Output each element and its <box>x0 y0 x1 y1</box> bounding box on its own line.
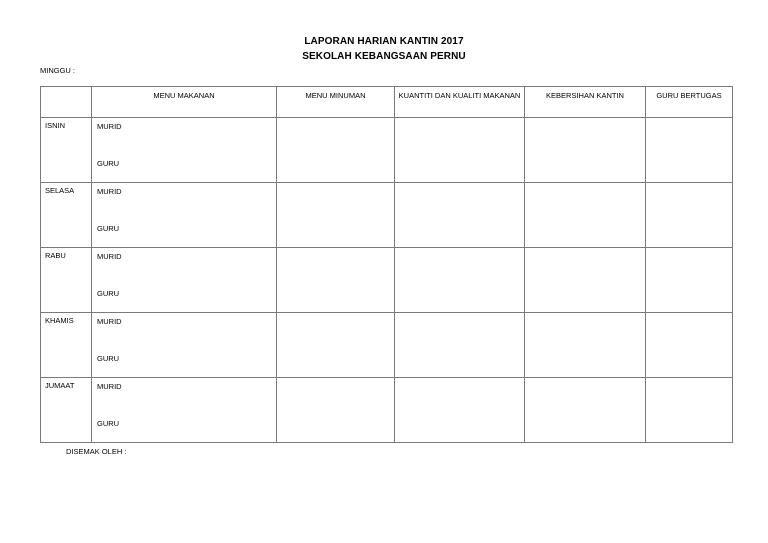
guru-bertugas-cell[interactable] <box>646 313 733 378</box>
murid-label: MURID <box>97 317 122 326</box>
menu-minuman-cell[interactable] <box>277 313 395 378</box>
column-header-day <box>41 87 92 118</box>
kuantiti-kualiti-cell[interactable] <box>395 313 525 378</box>
day-label: JUMAAT <box>41 378 92 443</box>
kebersihan-cell[interactable] <box>525 248 646 313</box>
table-row <box>41 118 733 183</box>
minggu-label: MINGGU : <box>40 66 75 75</box>
menu-minuman-cell[interactable] <box>277 118 395 183</box>
guru-label: GURU <box>97 159 120 168</box>
menu-makanan-cell[interactable] <box>92 313 277 378</box>
canteen-report-table <box>40 86 733 443</box>
day-label: RABU <box>41 248 92 313</box>
guru-bertugas-cell[interactable] <box>646 248 733 313</box>
murid-label: MURID <box>97 252 122 261</box>
report-title: LAPORAN HARIAN KANTIN 2017 <box>304 36 464 47</box>
guru-label: GURU <box>97 289 120 298</box>
menu-makanan-cell[interactable] <box>92 248 277 313</box>
murid-label: MURID <box>97 382 122 391</box>
table-row <box>41 248 733 313</box>
kebersihan-cell[interactable] <box>525 183 646 248</box>
kuantiti-kualiti-cell[interactable] <box>395 248 525 313</box>
menu-makanan-cell[interactable] <box>92 118 277 183</box>
guru-label: GURU <box>97 224 120 233</box>
guru-bertugas-cell[interactable] <box>646 183 733 248</box>
table-row <box>41 378 733 443</box>
guru-bertugas-cell[interactable] <box>646 118 733 183</box>
column-header-guru-bertugas: GURU BERTUGAS <box>646 87 733 118</box>
kebersihan-cell[interactable] <box>525 378 646 443</box>
menu-minuman-cell[interactable] <box>277 378 395 443</box>
day-label: KHAMIS <box>41 313 92 378</box>
guru-label: GURU <box>97 419 120 428</box>
menu-makanan-cell[interactable] <box>92 378 277 443</box>
column-header-menu-makanan: MENU MAKANAN <box>92 87 277 118</box>
column-header-menu-minuman: MENU MINUMAN <box>277 87 395 118</box>
murid-label: MURID <box>97 122 122 131</box>
menu-minuman-cell[interactable] <box>277 248 395 313</box>
menu-makanan-cell[interactable] <box>92 183 277 248</box>
day-label: ISNIN <box>41 118 92 183</box>
guru-label: GURU <box>97 354 120 363</box>
table-row <box>41 183 733 248</box>
kuantiti-kualiti-cell[interactable] <box>395 378 525 443</box>
menu-minuman-cell[interactable] <box>277 183 395 248</box>
column-header-kuantiti-kualiti: KUANTITI DAN KUALITI MAKANAN <box>395 87 525 118</box>
murid-label: MURID <box>97 187 122 196</box>
day-label: SELASA <box>41 183 92 248</box>
guru-bertugas-cell[interactable] <box>646 378 733 443</box>
table-row <box>41 313 733 378</box>
disemak-oleh-label: DISEMAK OLEH : <box>66 447 127 456</box>
column-header-kebersihan: KEBERSIHAN KANTIN <box>525 87 646 118</box>
kuantiti-kualiti-cell[interactable] <box>395 183 525 248</box>
kebersihan-cell[interactable] <box>525 118 646 183</box>
kebersihan-cell[interactable] <box>525 313 646 378</box>
school-name: SEKOLAH KEBANGSAAN PERNU <box>302 51 466 62</box>
table-header-row <box>41 87 733 118</box>
kuantiti-kualiti-cell[interactable] <box>395 118 525 183</box>
